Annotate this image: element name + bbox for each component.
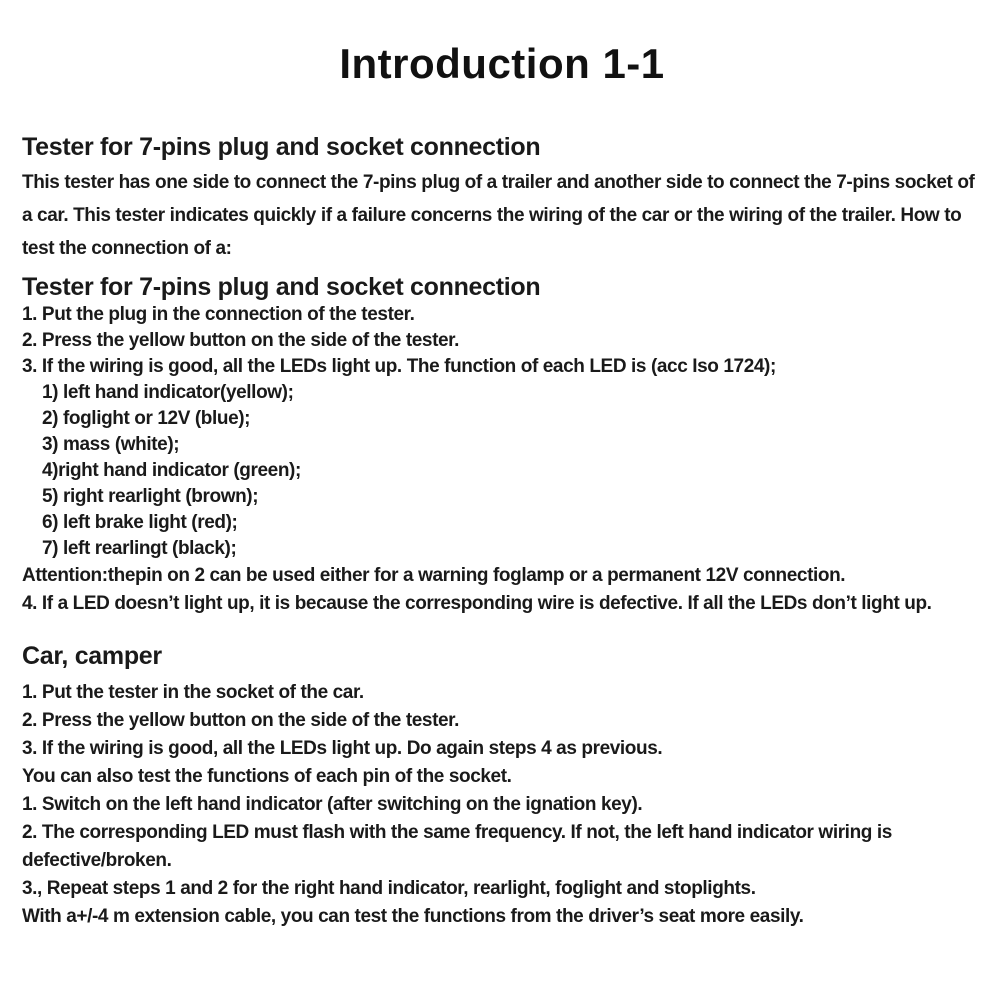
step-line: 2. The corresponding LED must flash with the same frequency. If not, the left hand indicator wiring is defective/broken. [22, 821, 892, 871]
step-line: 1. Put the tester in the socket of the car. [22, 681, 364, 703]
page-title: Introduction 1-1 [339, 40, 665, 87]
plug-test-section-heading: Tester for 7-pins plug and socket connection [22, 273, 541, 302]
led-function-line: 7) left rearlingt (black); [42, 537, 237, 559]
step-line: 3. If the wiring is good, all the LEDs light up. Do again steps 4 as previous. [22, 737, 663, 759]
led-function-line: 6) left brake light (red); [42, 511, 238, 533]
led-function-line: 2) foglight or 12V (blue); [42, 407, 251, 429]
step-line: You can also test the functions of each pin of the socket. [22, 765, 512, 787]
step-line: 1. Put the plug in the connection of the tester. [22, 303, 415, 325]
step-line: 2. Press the yellow button on the side of the tester. [22, 329, 459, 351]
step-line: 4. If a LED doesn’t light up, it is because the corresponding wire is defective. If all the LEDs don’t light up. [22, 592, 932, 614]
step-line: 3. If the wiring is good, all the LEDs light up. The function of each LED is (acc Iso 1724); [22, 355, 776, 377]
led-function-line: 3) mass (white); [42, 433, 180, 455]
led-function-line: 1) left hand indicator(yellow); [42, 381, 294, 403]
section-car-camper [22, 642, 982, 931]
section-intro [22, 133, 982, 265]
intro-section-heading: Tester for 7-pins plug and socket connection [22, 133, 541, 162]
led-function-line: 4)right hand indicator (green); [42, 459, 301, 481]
section-plug-test-steps [22, 273, 982, 618]
step-line: 3., Repeat steps 1 and 2 for the right hand indicator, rearlight, foglight and stoplights. [22, 877, 756, 899]
led-function-line: 5) right rearlight (brown); [42, 485, 259, 507]
attention-line: Attention:thepin on 2 can be used either for a warning foglamp or a permanent 12V connection. [22, 564, 846, 586]
step-line: With a+/-4 m extension cable, you can test the functions from the driver’s seat more easily. [22, 905, 804, 927]
step-line: 1. Switch on the left hand indicator (after switching on the ignation key). [22, 793, 643, 815]
intro-paragraph: This tester has one side to connect the 7-pins plug of a trailer and another side to connect the 7-pins socket of a car. This tester indicates quickly if a failure concerns the wiring of the car or the wiring of the trailer. How to test the connection of a: [22, 172, 975, 260]
car-camper-section-heading: Car, camper [22, 641, 162, 670]
step-line: 2. Press the yellow button on the side of the tester. [22, 709, 459, 731]
